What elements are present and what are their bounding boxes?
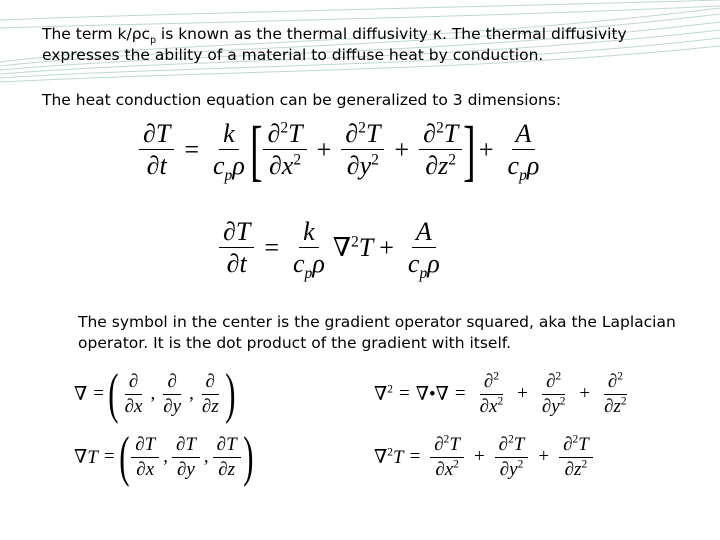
- equation-laplacian-heat: $\frac{\partial T}{\partial t}$ = $\frac{k}{c_p\rho}$ ∇$^2$T + $\frac{A}{c_p\rho}$: [215, 218, 448, 278]
- laplacian-note-line-1: The symbol in the center is the gradient operator squared, aka the Laplacian: [78, 313, 676, 331]
- section-heading: The heat conduction equation can be generalized to 3 dimensions:: [42, 91, 562, 109]
- intro-line-2: expresses the ability of a material to diffuse heat by conduction.: [42, 46, 544, 64]
- laplacian-note-line-2: operator. It is the dot product of the gradient with itself.: [78, 334, 512, 352]
- equation-gradient-T: ∇T = ( $\frac{\partial T}{\partial x}$ , $\frac{\partial T}{\partial y}$ , $\frac{\partial T}{\partial z}$ ): [74, 426, 254, 489]
- equation-laplacian-operator: ∇$^2$ = ∇•∇ = $\frac{\partial^2}{\partial x^2}$ + $\frac{\partial^2}{\partial y^2}$ + $\frac{\partial^2}{\partial z^2}$: [374, 370, 627, 417]
- equation-3d-heat: $\frac{\partial T}{\partial t}$ = $\frac{k}{c_p\rho}$ [ $\frac{\partial^2T}{\partial x^2}$ + $\frac{\partial^2T}{\partial y^2}$ + $\frac{\partial^2T}{\partial z^2}$ ] + $\frac{A}{c_p\rho}$: [135, 120, 547, 180]
- intro-line-1: The term $k/\rho c_p$ is known as the thermal diffusivity κ. The thermal diffusivity: [42, 25, 627, 47]
- equation-laplacian-T: ∇$^2$T = $\frac{\partial^2T}{\partial x^2}$ + $\frac{\partial^2T}{\partial y^2}$ + $\frac{\partial^2T}{\partial z^2}$: [374, 435, 597, 480]
- equation-gradient: ∇ = ( $\frac{\partial}{\partial x}$ , $\frac{\partial}{\partial y}$ , $\frac{\partial}{\partial z}$ ): [74, 363, 236, 426]
